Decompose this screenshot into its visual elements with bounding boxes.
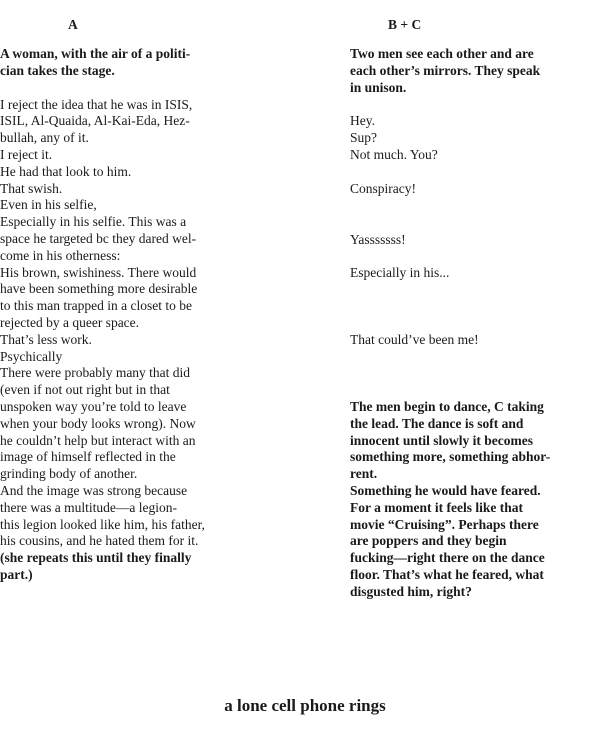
text-line: Not much. You? [350,146,438,162]
text-line: That swish. [0,180,63,196]
text-line: A woman, with the air of a politi- [0,46,191,61]
text-line: Psychically [0,348,63,364]
column-bc [350,46,570,601]
text-line: Two men see each other and are [350,46,534,61]
text-line: in unison. [350,79,407,95]
speech-a [0,97,215,551]
text-line: this legion looked like him, his father, [0,516,205,532]
text-line: (she repeats this until they finally [0,550,192,566]
text-line: Even in his selfie, [0,197,97,213]
text-line: rent. [350,466,378,482]
text-line: are poppers and they begin [350,533,507,549]
closing-stage-direction-a [0,550,215,584]
text-line: innocent until slowly it becomes [350,432,534,448]
text-line: bullah, any of it. [0,130,89,146]
closing-stage-direction: a lone cell phone rings [224,696,386,715]
text-line: grinding body of another. [0,466,138,482]
text-line: cian takes the stage. [0,62,115,78]
text-line: rejected by a queer space. [0,314,140,330]
text-line: floor. That’s what he feared, what [350,566,544,582]
text-line: Sup? [350,130,377,146]
text-line: have been something more desirable [0,281,198,297]
dialogue-bc-5: That could’ve been me! [350,332,479,348]
text-line: He had that look to him. [0,163,132,179]
dialogue-bc-1 [350,113,570,163]
text-line: fucking—right there on the dance [350,550,545,566]
text-line: I reject the idea that he was in ISIS, [0,96,193,112]
column-header-a: A [68,17,78,32]
text-line: the lead. The dance is soft and [350,415,524,431]
text-line: something more, something abhor- [350,449,551,465]
text-line: his cousins, and he hated them for it. [0,533,199,549]
text-line: movie “Cruising”. Perhaps there [350,516,539,532]
text-line: he couldn’t help but interact with an [0,432,196,448]
text-line: And the image was strong because [0,482,188,498]
text-line: to this man trapped in a closet to be [0,298,192,314]
text-line: each other’s mirrors. They speak [350,62,541,78]
text-line: (even if not out right but in that [0,382,170,398]
text-line: That’s less work. [0,331,92,347]
text-line: disgusted him, right? [350,583,472,599]
dialogue-bc-3: Yasssssss! [350,231,406,247]
text-line: there was a multitude—a legion- [0,499,177,515]
stage-direction-a [0,46,215,80]
text-line: The men begin to dance, C taking [350,398,544,414]
dance-stage-direction [350,399,570,601]
text-line: come in his otherness: [0,247,121,263]
text-line: image of himself reflected in the [0,449,176,465]
text-line: Something he would have feared. [350,482,541,498]
text-line: His brown, swishiness. There would [0,264,197,280]
text-line: I reject it. [0,146,53,162]
text-line: when your body looks wrong). Now [0,415,196,431]
text-line: space he targeted bc they dared wel- [0,230,197,246]
text-line: For a moment it feels like that [350,499,523,515]
dialogue-bc-2: Conspiracy! [350,180,416,196]
stage-direction-bc [350,46,570,96]
text-line: part.) [0,566,33,582]
text-line: Hey. [350,113,375,129]
column-header-bc: B + C [388,17,422,32]
text-line: unspoken way you’re told to leave [0,398,187,414]
text-line: There were probably many that did [0,365,191,381]
column-a [0,46,215,584]
text-line: Especially in his selfie. This was a [0,214,187,230]
text-line: ISIL, Al-Quaida, Al-Kai-Eda, Hez- [0,113,190,129]
dialogue-bc-4: Especially in his... [350,265,450,281]
